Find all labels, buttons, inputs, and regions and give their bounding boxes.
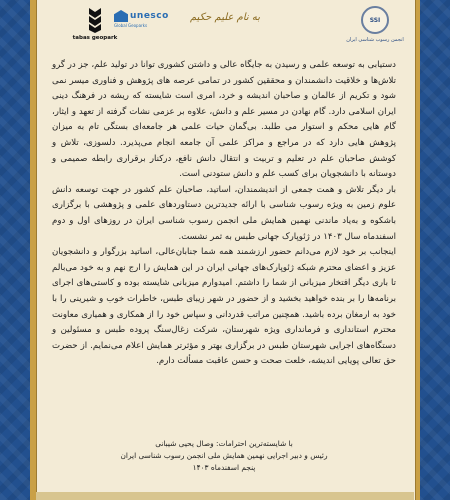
unesco-temple-icon xyxy=(114,10,128,22)
body-paragraph-3: اینجانب بر خود لازم می‌دانم حضور ارزشمند همه شما جنابان‌عالی، اساتید بزرگوار و دانشجویان عزیز و اعضای محترم شبکه ژئوپارک‌های جهانی ایران در این همایش را ارج نهم و به خود می‌بالم تا باری دیگر افتخار میزبانی از شما را داشتم. امیدوارم میزبانی شایسته بوده و کاستی‌های اجرای برنامه‌ها را بر بنده خواهید بخشید و از حضور در شهر زیبای طبس، خاطرات خوب و شیرینی را با خود به ارمغان برده باشید. همچنین مراتب قدردانی و سپاس خود را از همکاری و همیاری معاونت محترم استانداری و فرمانداری ویژه شهرستان، شرکت زغال‌سنگ پروده طبس و مسئولین و دستگاه‌های اجرایی شهرستان طبس در برگزاری بهتر و مؤثرتر همایش اعلام می‌نمایم. از حضرت حق تعالی پویایی اندیشه، خلعت صحت و حسن عاقبت مسألت دارم. xyxy=(52,247,396,367)
geopark-emblem-icon xyxy=(87,6,103,34)
tabas-geopark-logo xyxy=(72,6,118,50)
unesco-logo xyxy=(114,10,169,28)
signature-title: رئیس و دبیر اجرایی نهمین همایش ملی انجمن رسوب شناسی ایران xyxy=(120,451,328,460)
unesco-logo-text: unesco xyxy=(130,11,169,21)
signature-greeting: با شایسته‌ترین احترامات: وصال یحیی شیبانی xyxy=(155,439,293,448)
ssi-emblem-icon: SSI xyxy=(361,6,389,34)
partner-logos xyxy=(72,6,169,52)
sedimentology-society-logo xyxy=(346,6,404,54)
letter-body xyxy=(52,58,396,370)
basmala-heading: به نام علیم حکیم xyxy=(189,12,261,23)
unesco-logo-subtitle: Global Geoparks xyxy=(114,23,148,28)
body-paragraph-2: بار دیگر تلاش و همت جمعی از اندیشمندان، اساتید، صاحبان علم کشور در جهت توسعه دانش علوم زمین به ویژه رسوب شناسی با ارائه جدیدترین دستاوردهای علمی و پژوهشی با برگزاری باشکوه و به‌یاد ماندنی نهمین همایش ملی انجمن رسوب شناسی ایران در روزهای اول و دوم اسفندماه سال ۱۴۰۳ در ژئوپارک جهانی طبس به ثمر نشست. xyxy=(52,184,396,242)
letter-header xyxy=(36,0,414,58)
bottom-ornament xyxy=(36,492,414,500)
geopark-logo-text: tabas geopark xyxy=(72,35,118,41)
signature-date: پنجم اسفندماه ۱۴۰۳ xyxy=(192,463,256,472)
signature-block xyxy=(52,438,396,474)
body-paragraph-1: دستیابی به توسعه علمی و رسیدن به جایگاه عالی و داشتن کشوری توانا در تولید علم، جز در گرو تلاش‌ها و خلاقیت دانشمندان و محققین کشور در تمامی عرصه های پژوهش و فناوری میسر نمی شود و تکریم از عالمان و صاحبان اندیشه و خرد، امری است شایسته که ریشه در فرهنگ دینی ایران اسلامی دارد. گام نهادن در مسیر علم و دانش، علاوه بر عزمی نشات گرفته از تعهد و ایثار، گام هایی محکم و استوار می طلبد. بی‌گمان حیات علمی هر جامعه‌ای بستگی تام به میزان پژوهش هایی دارد که در مراجع و مراکز علمی آن جامعه انجام می‌پذیرد. دلسوزی، تلاش و کوشش صاحبان علم در تعلیم و تربیت و انتقال دانش نافع، درکنار برقراری رابطه صمیمی و دوستانه با دانشجویان برای کسب علم و دانش ستودنی است. xyxy=(52,60,396,180)
ssi-caption: انجمن رسوب شناسی ایران xyxy=(346,37,404,43)
